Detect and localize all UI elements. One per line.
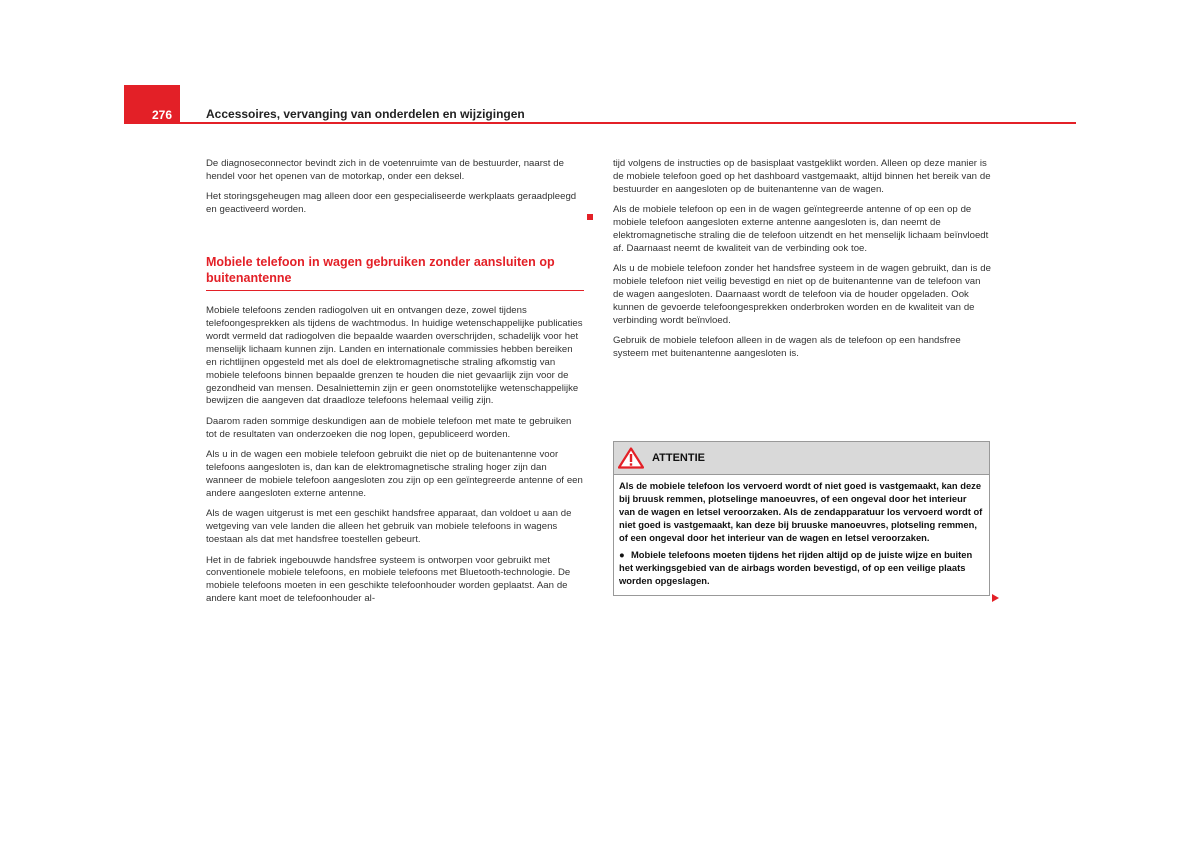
paragraph: Als u de mobiele telefoon zonder het handsfree systeem in de wagen gebruikt, dan is de mobiele telefoon niet veilig bevestigd en niet op de buitenantenne van de telefoon van de wagen aangesloten. Daarnaast wordt de telefoon via de houder opgeladen. Ook kunnen de gevoerde telefoongesprekken onderbroken worden en de kwaliteit van de verbinding wordt beïnvloed. bbox=[613, 263, 991, 326]
paragraph: Als u in de wagen een mobiele telefoon gebruikt die niet op de buitenantenne voor telefoons aangesloten is, dan kan de elektromagnetische straling hoger zijn dan wanneer de mobiele telefoon aangesloten zou zijn op een geïntegreerde antenne of een andere aangesloten externe antenne. bbox=[206, 449, 583, 499]
right-column bbox=[613, 158, 991, 369]
warning-label: ATTENTIE bbox=[652, 452, 705, 464]
section-end-marker bbox=[587, 214, 593, 220]
paragraph: De diagnoseconnector bevindt zich in de voetenruimte van de bestuurder, naarst de hendel voor het openen van de motorkap, onder een deksel. bbox=[206, 158, 564, 182]
paragraph: Mobiele telefoons zenden radiogolven uit en ontvangen deze, zowel tijdens telefoongesprekken als tijdens de wachtmodus. In huidige wetenschappelijke publicaties wordt vermeld dat radiogolven die bepaalde waarden overschrijden, schadelijk voor het menselijk lichaam kunnen zijn. Landen en internationale commissies hebben bereiken en richtlijnen opgesteld met als doel de elektromagnetische straling afkomstig van mobiele telefoons binnen bepaalde grenzen te houden die niet gevaarlijk zijn voor de gezondheid van mensen. Desalniettemin zijn er geen onomstotelijke wetenschappelijke bewijzen die aangeven dat draadloze telefoons helemaal veilig zijn. bbox=[206, 305, 583, 407]
left-column bbox=[206, 158, 584, 614]
paragraph: Gebruik de mobiele telefoon alleen in de wagen als de telefoon op een handsfree systeem met buitenantenne aangesloten is. bbox=[613, 335, 961, 360]
warning-box bbox=[613, 441, 990, 596]
warning-triangle-icon bbox=[618, 447, 644, 469]
paragraph: tijd volgens de instructies op de basisplaat vastgeklikt worden. Alleen op deze manier is de mobiele telefoon goed op het dashboard vastgemaakt, altijd binnen het bereik van de bestuurder en aangesloten op de buitenantenne van de wagen. bbox=[613, 158, 991, 195]
paragraph: Als de mobiele telefoon op een in de wagen geïntegreerde antenne of op een op de mobiele telefoon aangesloten externe antenne aangesloten is, dan neemt de elektromagnetische straling die de telefoon uitzendt en het menselijk lichaam beïnvloedt af. Daarnaast neemt de kwaliteit van de verbinding ook toe. bbox=[613, 204, 989, 254]
page-number: 276 bbox=[152, 108, 173, 122]
page-header-title: Accessoires, vervanging van onderdelen en wijzigingen bbox=[206, 107, 525, 121]
section-heading: Mobiele telefoon in wagen gebruiken zonder aansluiten op buitenantenne bbox=[206, 255, 584, 291]
warning-bullet-text: Mobiele telefoons moeten tijdens het rijden altijd op de juiste wijze en buiten het werkingsgebied van de airbags worden bevestigd, of op een veilige plaats worden opgeslagen. bbox=[619, 549, 973, 586]
warning-header bbox=[614, 442, 989, 475]
paragraph: Als de wagen uitgerust is met een geschikt handsfree apparaat, dan voldoet u aan de wetgeving van vele landen die alleen het gebruik van mobiele telefoons in wagens toestaan als dat met handsfree toestellen gebeurt. bbox=[206, 508, 572, 546]
paragraph: Het in de fabriek ingebouwde handsfree systeem is ontworpen voor gebruikt met conventionele mobiele telefoons, en mobiele telefoons met Bluetooth-technologie. De mobiele telefoons moeten in een geschikte telefoonhouder worden geplaatst. Aan de andere kant moet de telefoonhouder al- bbox=[206, 554, 571, 605]
paragraph: Daarom raden sommige deskundigen aan de mobiele telefoon met mate te gebruiken tot de resultaten van onderzoeken die nog lopen, gepubliceerd worden. bbox=[206, 415, 572, 440]
paragraph: Het storingsgeheugen mag alleen door een gespecialiseerde werkplaats geraadpleegd en geactiveerd worden. bbox=[206, 191, 577, 216]
warning-body bbox=[614, 475, 989, 595]
continue-arrow-icon bbox=[992, 594, 999, 602]
header-rule bbox=[124, 122, 1076, 124]
warning-text: Als de mobiele telefoon los vervoerd wordt of niet goed is vastgemaakt, kan deze bij bruusk remmen, plotselinge manoeuvres, of een ongeval door het interieur van de wagen en letsel veroorzaken. Als de zendapparatuur los vervoerd wordt of niet goed is vastgemaakt, kan deze bij bruuske manoeuvres, plotseling remmen, of een ongeval door het interieur van de wagen en letsel veroorzaken. bbox=[619, 480, 983, 543]
bullet-icon: ● bbox=[619, 549, 625, 560]
warning-bullet-item bbox=[619, 548, 983, 587]
